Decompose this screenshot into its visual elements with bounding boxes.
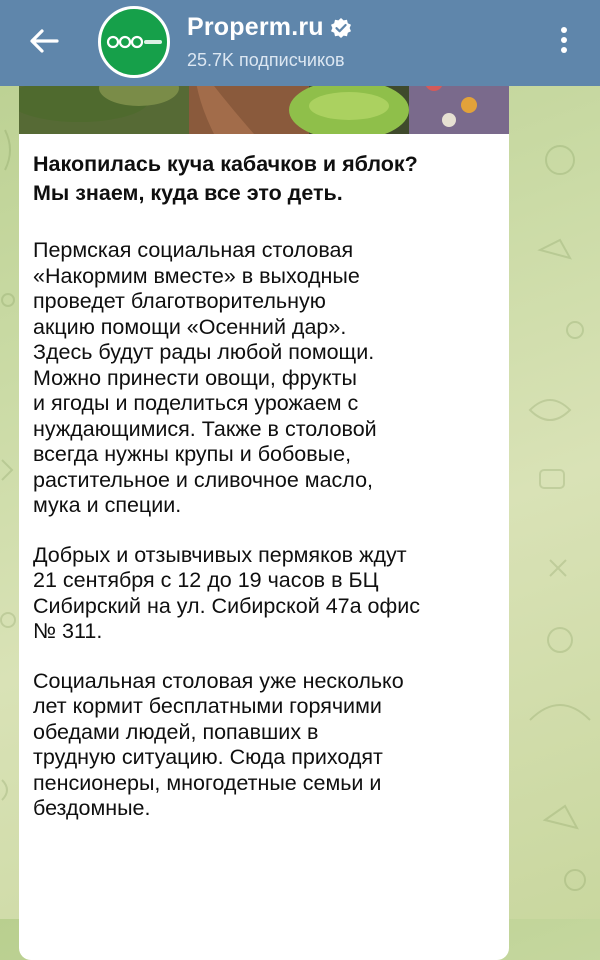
channel-title-row[interactable] <box>187 13 352 42</box>
properm-logo <box>104 27 164 57</box>
more-vertical-icon <box>559 26 569 59</box>
post-text <box>33 150 503 846</box>
post-paragraph-3: Социальная столовая уже несколько лет кормит бесплатными горячими обедами людей, попавших в трудную ситуацию. Сюда приходят пенсионеры, многодетные семьи и бездомные. <box>33 668 404 820</box>
post-paragraph-2: Добрых и отзывчивых пермяков ждут 21 сентября с 12 до 19 часов в БЦ Сибирский на ул. Сибирской 47а офис № 311. <box>33 542 420 643</box>
channel-header <box>0 0 600 86</box>
more-menu-button[interactable] <box>548 22 580 62</box>
verified-badge-icon <box>330 17 352 39</box>
channel-avatar[interactable] <box>98 6 170 78</box>
channel-post <box>19 60 509 960</box>
arrow-left-icon <box>29 28 59 59</box>
post-paragraph-1: Пермская социальная столовая «Накормим вместе» в выходные проведет благотворительную акцию помощи «Осенний дар». Здесь будут рады любой помощи. Можно принести овощи, фрукты и ягоды и поделиться урожаем с нуждающимися. Также в столовой всегда нужны крупы и бобовые, растительное и сливочное масло, мука и специи. <box>33 238 377 517</box>
back-button[interactable] <box>22 23 66 63</box>
subscriber-count: 25.7K подписчиков <box>187 50 345 70</box>
channel-name: Properm.ru <box>187 13 324 41</box>
post-headline: Накопилась куча кабачков и яблок? Мы знаем, куда все это деть. <box>33 152 418 205</box>
